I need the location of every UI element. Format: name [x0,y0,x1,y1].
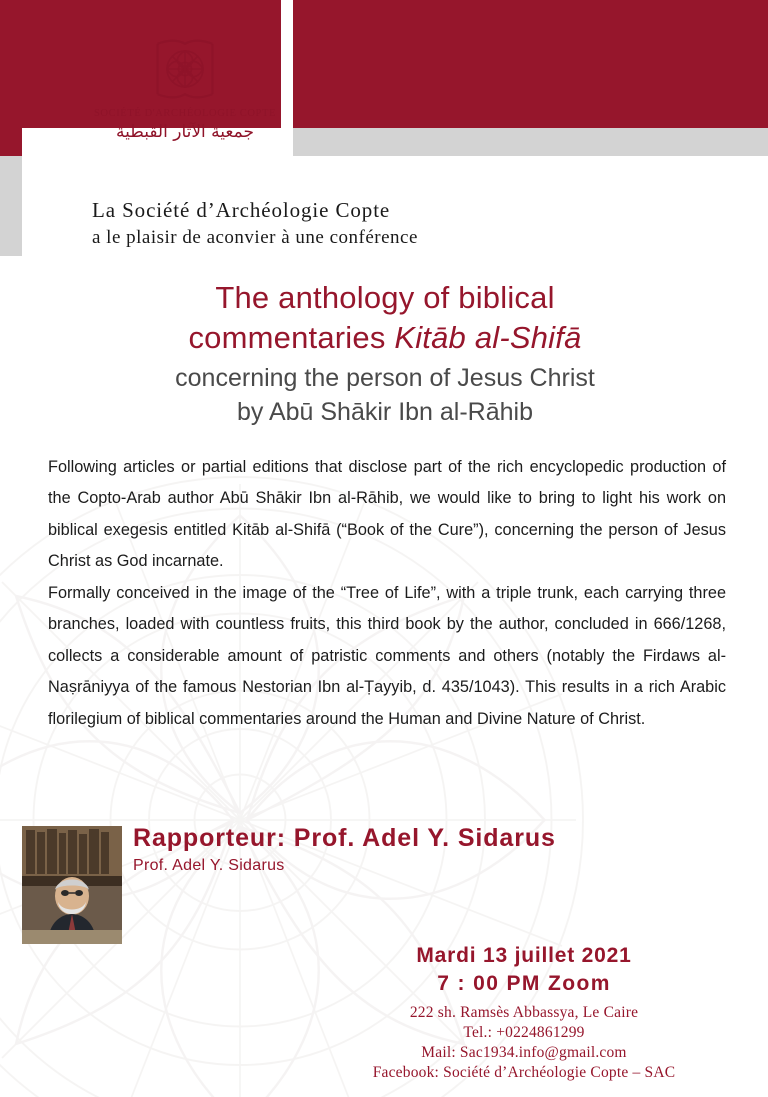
title-line-2-italic: Kitāb al-Shifā [394,320,582,356]
society-logo [90,38,280,160]
speaker-portrait-illustration [22,826,122,944]
header-grey-bar-right [293,128,768,156]
abstract-paragraph-1: Following articles or partial editions that disclose part of the rich encyclopedic production of the Copto-Arab author Abū Shākir Ibn al-Rāhib, we would like to bring to light his work on biblical exegesis entitled Kitāb al-Shifā (“Book of the Cure”), concerning the person of Jesus Christ as God incarnate. [48,458,726,571]
event-telephone: Tel.: +0224861299 [463,1024,585,1041]
event-address: 222 sh. Ramsès Abbassya, Le Caire [409,1004,639,1021]
title-line-2-prefix: commentaries [188,320,395,356]
event-time: 7 : 00 PM Zoom [437,972,611,995]
title-line-1: The anthology of biblical [215,280,555,315]
header-band-divider [281,0,293,128]
event-email: Mail: Sac1934.info@gmail.com [421,1044,627,1061]
speaker-photo [22,826,122,944]
header-grey-bar-left [0,156,22,256]
lecture-title [60,278,710,430]
abstract-text [48,452,726,735]
event-details [300,944,748,1082]
society-logo-arabic-name: جمعية الآثار القبطية [116,122,254,142]
title-line-3: concerning the person of Jesus Christ [175,363,595,392]
event-date: Mardi 13 juillet 2021 [416,944,632,967]
event-facebook: Facebook: Société d’Archéologie Copte – SAC [372,1064,676,1081]
abstract-paragraph-2: Formally conceived in the image of the “Tree of Life”, with a triple trunk, each carrying three branches, loaded with countless fruits, this third book by the author, concluded in 666/1268, collects a considerable amount of patristic comments and others (notably the Firdaws al-Naṣrāniyya of the famous Nestorian Ibn al-Ṭayyib, d. 435/1043). This results in a rich Arabic florilegium of biblical commentaries around the Human and Divine Nature of Christ. [48,583,726,728]
intro-line-invitation: a le plaisir de aconvier à une conférence [92,227,418,249]
society-logo-french-name: SOCIÉTÉ D'ARCHÉOLOGIE COPTE [93,108,276,119]
intro-line-society: La Société d’Archéologie Copte [92,198,391,222]
speaker-block [133,824,653,875]
header-band-left-stub [0,128,22,156]
intro-block [92,196,692,252]
speaker-name-headline: Rapporteur: Prof. Adel Y. Sidarus [133,824,556,852]
coptic-rosette-logo-icon [148,38,222,100]
header-band-right [290,0,768,128]
title-line-4: by Abū Shākir Ibn al-Rāhib [236,398,533,427]
speaker-name-subline: Prof. Adel Y. Sidarus [133,857,285,874]
title-line-2 [60,318,710,358]
